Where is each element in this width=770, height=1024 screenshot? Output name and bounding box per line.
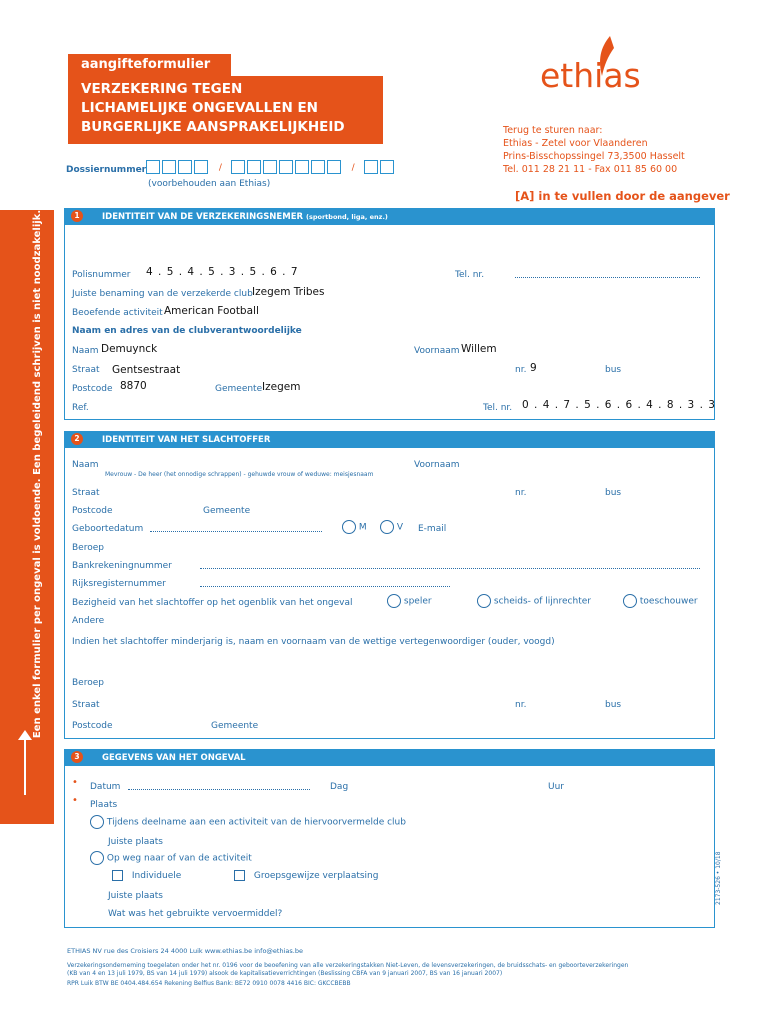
speler-label: speler: [403, 596, 432, 607]
geboorte-label: Geboortedatum: [72, 524, 144, 534]
voornaam-value[interactable]: Willem: [461, 343, 497, 355]
straat-value[interactable]: Gentsestraat: [112, 364, 181, 376]
section-title: [102, 212, 388, 222]
title-text: IDENTITEIT VAN DE VERZEKERINGSNEMER: [102, 212, 304, 222]
rijks-field[interactable]: [200, 579, 450, 587]
bullet-icon: •: [72, 777, 78, 788]
plaats-label: Plaats: [90, 800, 118, 810]
benaming-label: Juiste benaming van de verzekerde club: [72, 289, 253, 299]
tijdens-label: Tijdens deelname aan een activiteit van de hiervoorvermelde club: [106, 817, 406, 828]
dossier-boxes[interactable]: / /: [146, 160, 396, 174]
side-text: Een enkel formulier per ongeval is voldoende. Een begeleidend schrijven is niet noodzakelijk.: [32, 209, 43, 739]
dossier-label: Dossiernummer: [66, 165, 147, 175]
s2-beroep-label: Beroep: [72, 543, 104, 553]
ref-label: Ref.: [72, 403, 89, 413]
dag-label: Dag: [330, 782, 349, 792]
individuele-label: Individuele: [131, 871, 182, 881]
gender-m-radio[interactable]: [342, 520, 367, 534]
s2-bus-label: bus: [605, 488, 622, 498]
s2-gemeente-label: Gemeente: [203, 506, 251, 516]
juiste-plaats2-label: Juiste plaats: [108, 891, 163, 901]
s2-gemeente2-label: Gemeente: [211, 721, 259, 731]
bezigheid-label: Bezigheid van het slachtoffer op het ogenblik van het ongeval: [72, 598, 353, 608]
dossier-note: (voorbehouden aan Ethias): [148, 179, 271, 189]
bullet-icon: •: [72, 795, 78, 806]
arrow-shaft: [24, 735, 26, 795]
datum-field[interactable]: [128, 782, 310, 790]
s2-beroep2-label: Beroep: [72, 678, 104, 688]
tijdens-radio[interactable]: [90, 815, 406, 829]
title-line-1: VERZEKERING TEGEN: [81, 81, 243, 97]
bank-field[interactable]: [200, 561, 700, 569]
gemeente-label: Gemeente: [215, 384, 263, 394]
email-label: E-mail: [418, 524, 447, 534]
footer-line-4: RPR Luik BTW BE 0404.484.654 Rekening Belfius Bank: BE72 0910 0078 4416 BIC: GKCCBEBB: [67, 980, 351, 987]
s2-postcode-label: Postcode: [72, 506, 113, 516]
s2-naam-note: Mevrouw - De heer (het onnodige schrappen) - gehuwde vrouw of weduwe: meisjesnaam: [105, 471, 374, 478]
return-line: Prins-Bisschopssingel 73,3500 Hasselt: [503, 151, 685, 162]
section-number: 2: [71, 433, 83, 445]
section-3-box: [64, 766, 715, 928]
ethias-logo: ethias: [540, 30, 675, 100]
section-number: 1: [71, 210, 83, 222]
rijks-label: Rijksregisternummer: [72, 579, 166, 589]
s2-straat2-label: Straat: [72, 700, 100, 710]
return-line: Ethias - Zetel voor Vlaanderen: [503, 138, 648, 149]
nr-label: nr.: [515, 365, 527, 375]
section-3-header: [64, 749, 715, 766]
return-address: [503, 124, 685, 176]
tel-label: Tel. nr.: [455, 270, 485, 280]
section-1-box: [64, 225, 715, 420]
andere-label: Andere: [72, 616, 105, 626]
straat-label: Straat: [72, 365, 100, 375]
polis-value[interactable]: 4 . 5 . 4 . 5 . 3 . 5 . 6 . 7: [146, 266, 299, 278]
section-title: IDENTITEIT VAN HET SLACHTOFFER: [102, 435, 271, 445]
toeschouwer-label: toeschouwer: [639, 596, 698, 607]
voornaam-label: Voornaam: [414, 346, 460, 356]
s2-naam-label: Naam: [72, 460, 99, 470]
naam-label: Naam: [72, 346, 99, 356]
minderjarig-label: Indien het slachtoffer minderjarig is, naam en voornaam van de wettige vertegenwoordiger (ouder, voogd): [72, 637, 555, 647]
gender-v-radio[interactable]: [380, 520, 403, 534]
tel2-label: Tel. nr.: [483, 403, 513, 413]
return-line: Tel. 011 28 21 11 - Fax 011 85 60 00: [503, 164, 678, 175]
return-line: Terug te sturen naar:: [503, 125, 603, 136]
s2-bus2-label: bus: [605, 700, 622, 710]
gender-v-label: V: [396, 522, 404, 533]
vervoer-label: Wat was het gebruikte vervoermiddel?: [108, 909, 283, 919]
benaming-value[interactable]: Izegem Tribes: [252, 286, 325, 298]
groeps-label: Groepsgewijze verplaatsing: [253, 871, 379, 881]
title-line-2: LICHAMELIJKE ONGEVALLEN EN: [81, 100, 318, 116]
form-code: 2173-526 • 10/18: [715, 851, 722, 905]
title-note: (sportbond, liga, enz.): [306, 213, 388, 221]
tel-field[interactable]: [515, 270, 700, 278]
gemeente-value[interactable]: Izegem: [262, 381, 301, 393]
speler-radio[interactable]: [387, 594, 432, 608]
polis-label: Polisnummer: [72, 270, 131, 280]
footer-line-3: (KB van 4 en 13 juli 1979, BS van 14 juli 1979) alsook de kapitalisatieverrichtingen (Beslissing CBFA van 9 januari 2007, BS van 16 januari 2007): [67, 970, 503, 977]
form-title: [68, 76, 383, 144]
juiste-plaats-label: Juiste plaats: [108, 837, 163, 847]
datum-label: Datum: [90, 782, 121, 792]
scheids-label: scheids- of lijnrechter: [493, 596, 591, 607]
opweg-label: Op weg naar of van de activiteit: [106, 853, 252, 864]
section-number: 3: [71, 751, 83, 763]
toeschouwer-radio[interactable]: [623, 594, 698, 608]
section-1-header: [64, 208, 715, 225]
section-title: GEGEVENS VAN HET ONGEVAL: [102, 753, 246, 763]
tel2-value[interactable]: 0 . 4 . 7 . 5 . 6 . 6 . 4 . 8 . 3 . 3: [522, 399, 716, 411]
verantw-label: Naam en adres van de clubverantwoordelijke: [72, 326, 302, 336]
s2-nr-label: nr.: [515, 488, 527, 498]
individuele-checkbox[interactable]: [112, 870, 181, 881]
s2-nr2-label: nr.: [515, 700, 527, 710]
opweg-radio[interactable]: [90, 851, 252, 865]
form-tag: aangifteformulier: [68, 54, 231, 76]
groeps-checkbox[interactable]: [234, 870, 378, 881]
nr-value[interactable]: 9: [530, 362, 537, 374]
bank-label: Bankrekeningnummer: [72, 561, 172, 571]
gender-m-label: M: [358, 522, 367, 533]
scheids-radio[interactable]: [477, 594, 591, 608]
activiteit-label: Beoefende activiteit: [72, 308, 163, 318]
bus-label: bus: [605, 365, 622, 375]
footer-line-2: Verzekeringsonderneming toegelaten onder het nr. 0196 voor de beoefening van alle verzekeringstakken Niet-Leven, de levensverzekeringen, de bruidsschats- en geboorteverzekeringen: [67, 962, 629, 969]
postcode-label: Postcode: [72, 384, 113, 394]
section-2-header: [64, 431, 715, 448]
s2-voornaam-label: Voornaam: [414, 460, 460, 470]
title-line-3: BURGERLIJKE AANSPRAKELIJKHEID: [81, 119, 345, 135]
postcode-value[interactable]: 8870: [120, 380, 147, 392]
fill-note: [A] in te vullen door de aangever: [515, 189, 730, 203]
geboorte-field[interactable]: [150, 524, 322, 532]
naam-value[interactable]: Demuynck: [101, 343, 158, 355]
activiteit-value[interactable]: American Football: [164, 305, 259, 317]
s2-straat-label: Straat: [72, 488, 100, 498]
footer-line-1: ETHIAS NV rue des Croisiers 24 4000 Luik www.ethias.be info@ethias.be: [67, 947, 303, 955]
uur-label: Uur: [548, 782, 564, 792]
s2-postcode2-label: Postcode: [72, 721, 113, 731]
